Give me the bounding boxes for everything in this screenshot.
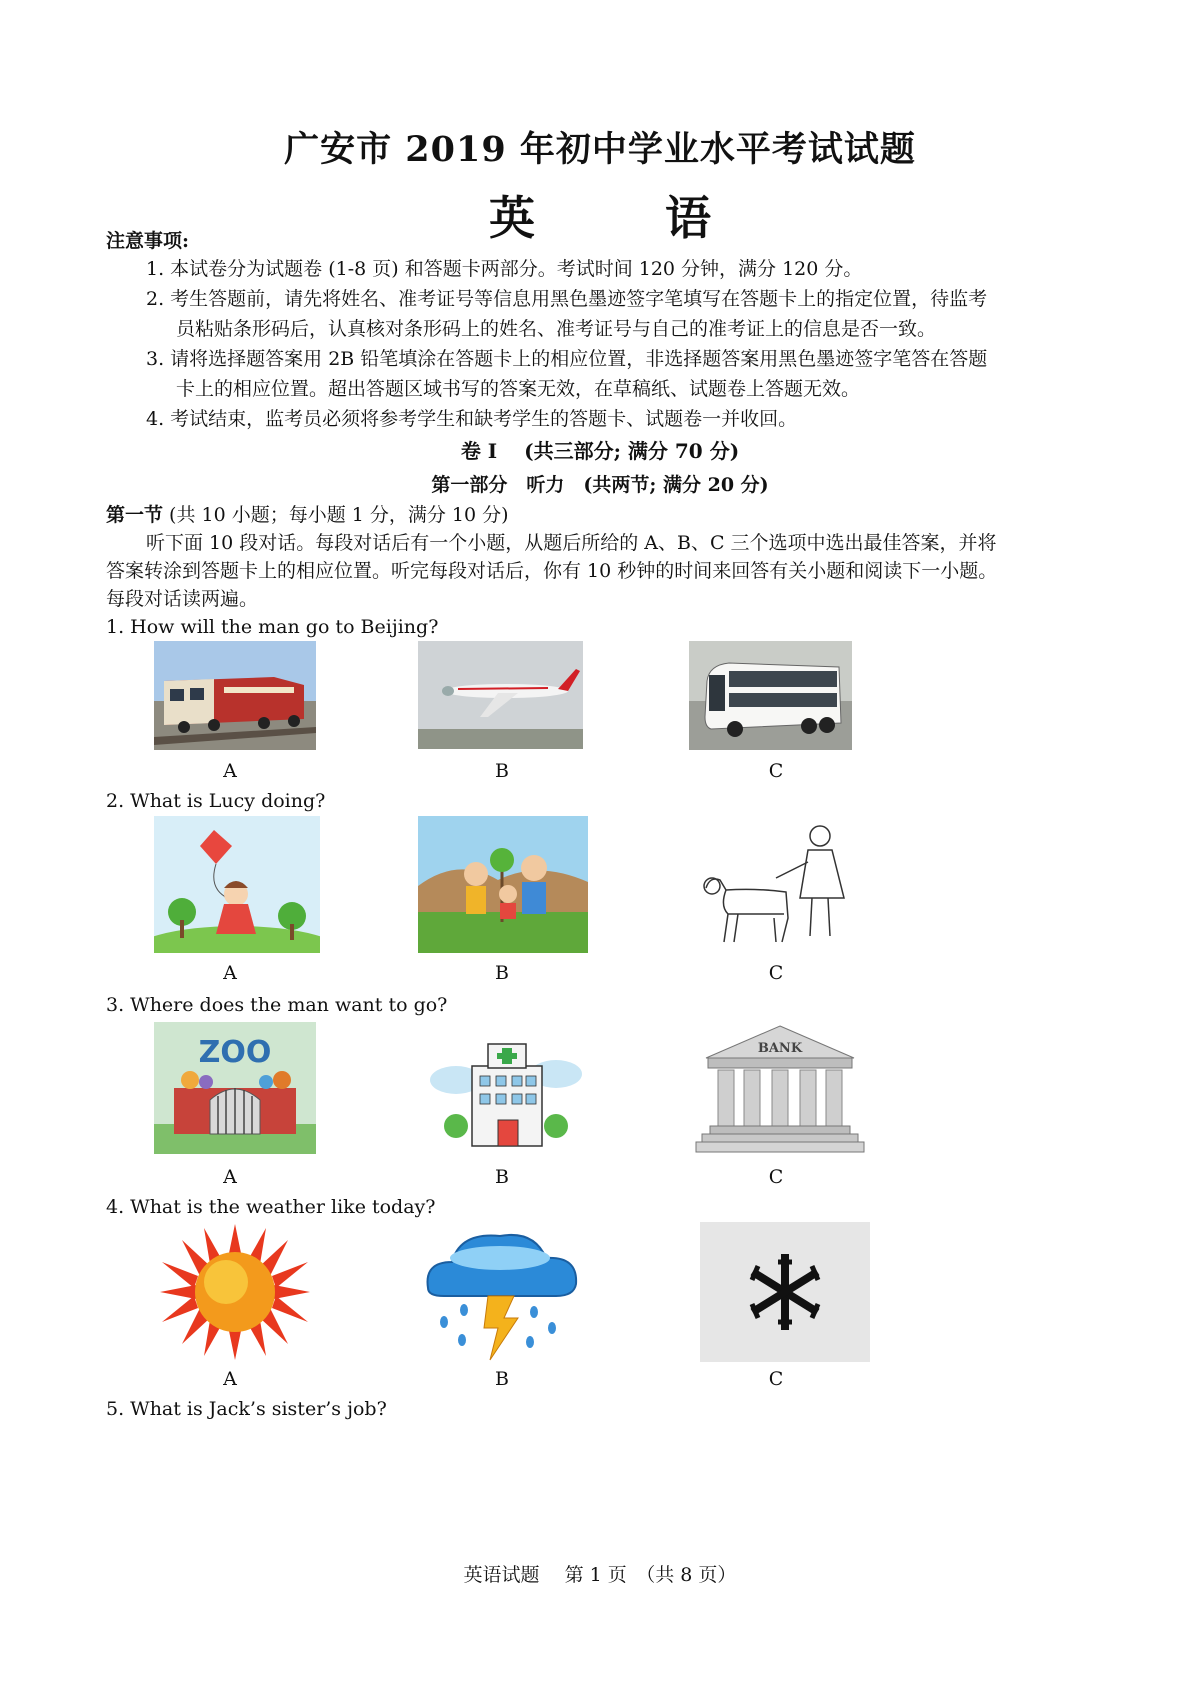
option-3b: B bbox=[495, 1166, 509, 1188]
option-4a: A bbox=[223, 1368, 237, 1390]
bus-image bbox=[689, 641, 852, 750]
notice-item-4: 4. 考试结束，监考员必须将参考学生和缺考学生的答题卡、试题卷一并收回。 bbox=[146, 408, 798, 430]
option-2a: A bbox=[223, 962, 237, 984]
snowflake-image bbox=[700, 1222, 870, 1362]
notice-item-1: 1. 本试卷分为试题卷 (1-8 页) 和答题卡两部分。考试时间 120 分钟，满分 120 分。 bbox=[146, 258, 863, 280]
airplane-image bbox=[418, 641, 583, 749]
walking-dog-image bbox=[696, 818, 858, 950]
exam-title: 广安市 2019 年初中学业水平考试试题 bbox=[284, 129, 916, 170]
sun-image bbox=[154, 1222, 316, 1362]
question-2: 2. What is Lucy doing? bbox=[106, 790, 326, 812]
notice-heading: 注意事项: bbox=[106, 230, 190, 252]
zoo-image bbox=[154, 1022, 316, 1154]
page-footer: 英语试题 第 1 页 （共 8 页） bbox=[463, 1564, 737, 1586]
section-intro-line-2: 答案转涂到答题卡上的相应位置。听完每段对话后，你有 10 秒钟的时间来回答有关小题和阅读下一小题。 bbox=[106, 560, 998, 582]
subject-char-2: 语 bbox=[665, 191, 711, 245]
storm-cloud-image bbox=[416, 1222, 584, 1362]
section-intro-line-1: 听下面 10 段对话。每段对话后有一个小题，从题后所给的 A、B、C 三个选项中选出最佳答案，并将 bbox=[146, 532, 997, 554]
bank-image bbox=[694, 1022, 866, 1154]
option-3a: A bbox=[223, 1166, 237, 1188]
hospital-image bbox=[416, 1022, 590, 1154]
kite-image bbox=[154, 816, 320, 953]
option-2b: B bbox=[495, 962, 509, 984]
section-intro-line-3: 每段对话读两遍。 bbox=[106, 588, 259, 610]
volume-heading: 卷 I (共三部分; 满分 70 分) bbox=[460, 439, 740, 463]
option-3c: C bbox=[768, 1166, 784, 1188]
train-image bbox=[154, 641, 316, 750]
option-2c: C bbox=[768, 962, 784, 984]
subject-char-1: 英 bbox=[489, 191, 535, 245]
section-info: (共 10 小题；每小题 1 分，满分 10 分) bbox=[163, 504, 509, 526]
option-1a: A bbox=[223, 760, 237, 782]
option-4c: C bbox=[768, 1368, 784, 1390]
notice-item-2: 2. 考生答题前，请先将姓名、准考证号等信息用黑色墨迹签字笔填写在答题卡上的指定位置，待监考 bbox=[146, 288, 988, 310]
question-1: 1. How will the man go to Beijing? bbox=[106, 616, 439, 638]
notice-item-3-line-2: 卡上的相应位置。超出答题区域书写的答案无效，在草稿纸、试题卷上答题无效。 bbox=[176, 378, 861, 400]
section-heading bbox=[106, 502, 509, 528]
question-4: 4. What is the weather like today? bbox=[106, 1196, 436, 1218]
bank-sign-text: BANK bbox=[757, 1041, 803, 1056]
option-4b: B bbox=[495, 1368, 509, 1390]
question-5: 5. What is Jack’s sister’s job? bbox=[106, 1398, 387, 1420]
option-1c: C bbox=[768, 760, 784, 782]
notice-item-3: 3. 请将选择题答案用 2B 铅笔填涂在答题卡上的相应位置，非选择题答案用黑色墨迹签字笔答在答题 bbox=[146, 348, 988, 370]
zoo-sign-text: ZOO bbox=[198, 1035, 272, 1070]
planting-tree-image bbox=[418, 816, 588, 953]
part-heading: 第一部分 听力 (共两节; 满分 20 分) bbox=[431, 474, 769, 496]
question-3: 3. Where does the man want to go? bbox=[106, 994, 448, 1016]
section-label: 第一节 bbox=[106, 504, 164, 526]
notice-item-2-line-2: 员粘贴条形码后，认真核对条形码上的姓名、准考证号与自己的准考证上的信息是否一致。 bbox=[176, 318, 937, 340]
option-1b: B bbox=[495, 760, 509, 782]
